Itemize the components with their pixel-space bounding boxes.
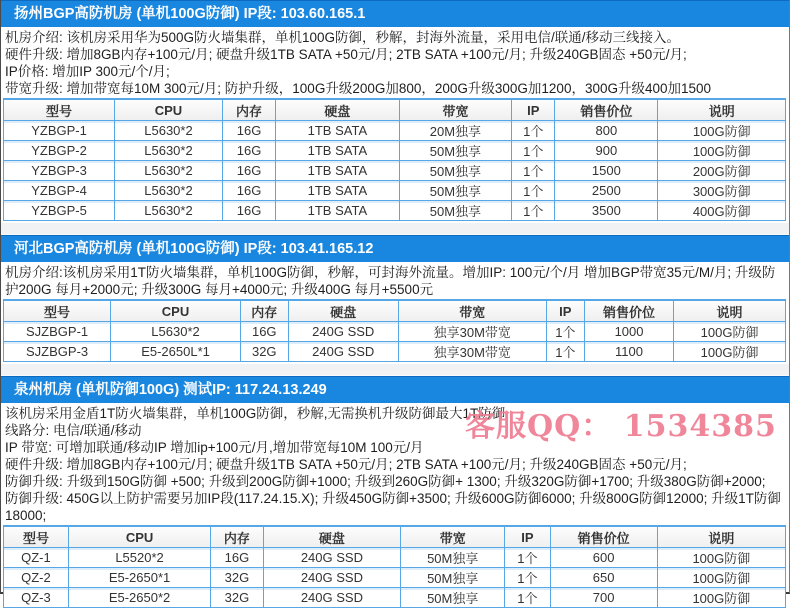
table-cell: 50M独享 — [399, 161, 512, 181]
table-row — [4, 568, 786, 588]
section-intro — [1, 403, 789, 525]
table-cell: 20M独享 — [399, 121, 512, 141]
table-row — [4, 342, 786, 362]
table-cell: 200G防御 — [658, 161, 786, 181]
table-cell: 50M独享 — [399, 201, 512, 221]
table-row — [4, 161, 786, 181]
qq-watermark: 客服QQ： 1534385 — [465, 409, 777, 444]
section-spacer — [1, 221, 789, 235]
table-header-row — [4, 526, 786, 548]
column-header: 销售价位 — [584, 300, 673, 322]
table-cell: 独享30M带宽 — [398, 322, 546, 342]
table-cell: 32G — [211, 568, 263, 588]
table-cell: 650 — [550, 568, 657, 588]
table-cell: 1TB SATA — [276, 201, 400, 221]
column-header: CPU — [115, 99, 223, 121]
table-cell: 1TB SATA — [276, 141, 400, 161]
column-header: 型号 — [4, 99, 115, 121]
table-cell: E5-2650L*1 — [111, 342, 241, 362]
section-title-bar — [1, 0, 789, 27]
column-header: 内存 — [240, 300, 288, 322]
table-cell: 1个 — [505, 588, 550, 608]
table-cell: 1个 — [546, 342, 584, 362]
column-header: 硬盘 — [263, 526, 401, 548]
table-header-row — [4, 99, 786, 121]
table-cell: 50M独享 — [401, 588, 505, 608]
table-cell: YZBGP-4 — [4, 181, 115, 201]
table-cell: L5630*2 — [115, 141, 223, 161]
table-cell: 50M独享 — [399, 181, 512, 201]
table-cell: 32G — [240, 342, 288, 362]
table-cell: 400G防御 — [658, 201, 786, 221]
intro-line: 防御升级: 升级到150G防御 +500; 升级到200G防御+1000; 升级到260G防御+ 1300; 升级320G防御+1700; 升级380G防御+2000; — [5, 474, 766, 489]
table-row — [4, 181, 786, 201]
section-intro — [1, 262, 789, 299]
table-cell: 1TB SATA — [276, 121, 400, 141]
table-cell: QZ-1 — [4, 548, 69, 568]
column-header: 销售价位 — [555, 99, 658, 121]
table-cell: 16G — [222, 141, 275, 161]
table-cell: 1个 — [512, 161, 555, 181]
table-cell: 50M独享 — [399, 141, 512, 161]
table-cell: L5630*2 — [115, 181, 223, 201]
table-cell: L5630*2 — [115, 161, 223, 181]
datacenter-section-2 — [1, 235, 789, 376]
table-cell: 1个 — [512, 141, 555, 161]
table-cell: 16G — [211, 548, 263, 568]
table-cell: 1个 — [505, 568, 550, 588]
table-cell: 100G防御 — [657, 548, 785, 568]
section-title-bar — [1, 376, 789, 403]
intro-line: 防御升级: 450G以上防护需要另加IP段(117.24.15.X); 升级450G防御+3500; 升级600G防御6000; 升级800G防御12000; 升级1T防御18000; — [5, 491, 781, 523]
table-cell: 3500 — [555, 201, 658, 221]
table-cell: 1TB SATA — [276, 181, 400, 201]
table-cell: 240G SSD — [263, 568, 401, 588]
pricing-table — [3, 299, 786, 362]
column-header: 带宽 — [401, 526, 505, 548]
table-cell: 16G — [240, 322, 288, 342]
table-cell: 1个 — [512, 181, 555, 201]
table-cell: 100G防御 — [674, 322, 786, 342]
column-header: 内存 — [222, 99, 275, 121]
table-cell: 1个 — [512, 201, 555, 221]
column-header: CPU — [111, 300, 241, 322]
table-cell: 100G防御 — [658, 121, 786, 141]
table-cell: L5520*2 — [68, 548, 210, 568]
table-header-row — [4, 300, 786, 322]
column-header: 说明 — [658, 99, 786, 121]
column-header: IP — [546, 300, 584, 322]
table-cell: 16G — [222, 121, 275, 141]
column-header: 型号 — [4, 526, 69, 548]
table-row — [4, 201, 786, 221]
pricing-table — [3, 98, 786, 221]
column-header: 内存 — [211, 526, 263, 548]
column-header: IP — [512, 99, 555, 121]
table-cell: 240G SSD — [288, 322, 398, 342]
section-title-bar — [1, 235, 789, 262]
table-cell: L5630*2 — [115, 121, 223, 141]
table-row — [4, 121, 786, 141]
table-cell: 1个 — [512, 121, 555, 141]
table-cell: 800 — [555, 121, 658, 141]
table-cell: 1个 — [546, 322, 584, 342]
column-header: 带宽 — [399, 99, 512, 121]
intro-line: 线路分: 电信/联通/移动 — [5, 423, 142, 438]
table-cell: 240G SSD — [263, 588, 401, 608]
column-header: 销售价位 — [550, 526, 657, 548]
table-cell: 700 — [550, 588, 657, 608]
intro-line: IP 带宽: 可增加联通/移动IP 增加ip+100元/月,增加带宽每10M 100元/月 — [5, 440, 424, 455]
datacenter-section-1 — [1, 0, 789, 235]
table-cell: YZBGP-1 — [4, 121, 115, 141]
table-cell: 300G防御 — [658, 181, 786, 201]
table-cell: 100G防御 — [658, 141, 786, 161]
intro-line: 该机房采用金盾1T防火墙集群，单机100G防御，秒解,无需换机升级防御最大1T防御 — [5, 406, 506, 421]
section-title: 河北BGP高防机房 (单机100G防御) IP段: 103.41.165.12 — [14, 241, 374, 257]
table-cell: 16G — [222, 161, 275, 181]
table-cell: 16G — [222, 201, 275, 221]
intro-line: 硬件升级: 增加8GB内存+100元/月; 硬盘升级1TB SATA +50元/月; 2TB SATA +100元/月; 升级240GB固态 +50元/月; — [5, 457, 687, 472]
table-cell: QZ-2 — [4, 568, 69, 588]
pricing-table — [3, 525, 786, 608]
table-row — [4, 141, 786, 161]
table-cell: 16G — [222, 181, 275, 201]
table-cell: QZ-3 — [4, 588, 69, 608]
table-cell: 100G防御 — [657, 568, 785, 588]
table-cell: E5-2650*2 — [68, 588, 210, 608]
table-cell: YZBGP-5 — [4, 201, 115, 221]
table-cell: 240G SSD — [288, 342, 398, 362]
column-header: 说明 — [657, 526, 785, 548]
table-cell: 1TB SATA — [276, 161, 400, 181]
section-title: 泉州机房 (单机防御100G) 测试IP: 117.24.13.249 — [14, 382, 327, 398]
datacenter-section-3 — [1, 376, 789, 608]
column-header: CPU — [68, 526, 210, 548]
table-cell: 50M独享 — [401, 548, 505, 568]
table-cell: 100G防御 — [674, 342, 786, 362]
table-cell: 1个 — [505, 548, 550, 568]
intro-line: 带宽升级: 增加带宽每10M 300元/月; 防护升级，100G升级200G加800，200G升级300G加1200，300G升级400加1500 — [5, 81, 712, 96]
column-header: IP — [505, 526, 550, 548]
table-cell: SJZBGP-3 — [4, 342, 111, 362]
table-row — [4, 548, 786, 568]
section-title: 扬州BGP高防机房 (单机100G防御) IP段: 103.60.165.1 — [14, 6, 366, 22]
column-header: 说明 — [674, 300, 786, 322]
column-header: 硬盘 — [288, 300, 398, 322]
column-header: 型号 — [4, 300, 111, 322]
column-header: 带宽 — [398, 300, 546, 322]
table-cell: 50M独享 — [401, 568, 505, 588]
table-cell: L5630*2 — [115, 201, 223, 221]
table-cell: 1000 — [584, 322, 673, 342]
intro-line: 硬件升级: 增加8GB内存+100元/月; 硬盘升级1TB SATA +50元/月; 2TB SATA +100元/月; 升级240GB固态 +50元/月; — [5, 47, 687, 62]
table-cell: YZBGP-2 — [4, 141, 115, 161]
column-header: 硬盘 — [276, 99, 400, 121]
table-cell: 独享30M带宽 — [398, 342, 546, 362]
table-cell: 32G — [211, 588, 263, 608]
section-intro — [1, 27, 789, 98]
table-cell: L5630*2 — [111, 322, 241, 342]
section-spacer — [1, 362, 789, 376]
table-cell: 100G防御 — [657, 588, 785, 608]
table-row — [4, 588, 786, 608]
table-cell: E5-2650*1 — [68, 568, 210, 588]
table-cell: 1100 — [584, 342, 673, 362]
table-cell: SJZBGP-1 — [4, 322, 111, 342]
intro-line: 机房介绍:该机房采用1T防火墙集群，单机100G防御，秒解，可封海外流量。增加IP: 100元/个/月 增加BGP带宽35元/M/月; 升级防护200G 每月+2000元; 升级300G 每月+4000元; 升级400G 每月+5500元 — [5, 265, 776, 297]
table-cell: 240G SSD — [263, 548, 401, 568]
intro-line: IP价格: 增加IP 300元/个/月; — [5, 64, 170, 79]
table-cell: 900 — [555, 141, 658, 161]
table-cell: 1500 — [555, 161, 658, 181]
table-cell: YZBGP-3 — [4, 161, 115, 181]
table-cell: 2500 — [555, 181, 658, 201]
intro-line: 机房介绍: 该机房采用华为500G防火墙集群，单机100G防御，秒解，封海外流量，采用电信/联通/移动三线接入。 — [5, 30, 681, 45]
table-cell: 600 — [550, 548, 657, 568]
table-row — [4, 322, 786, 342]
